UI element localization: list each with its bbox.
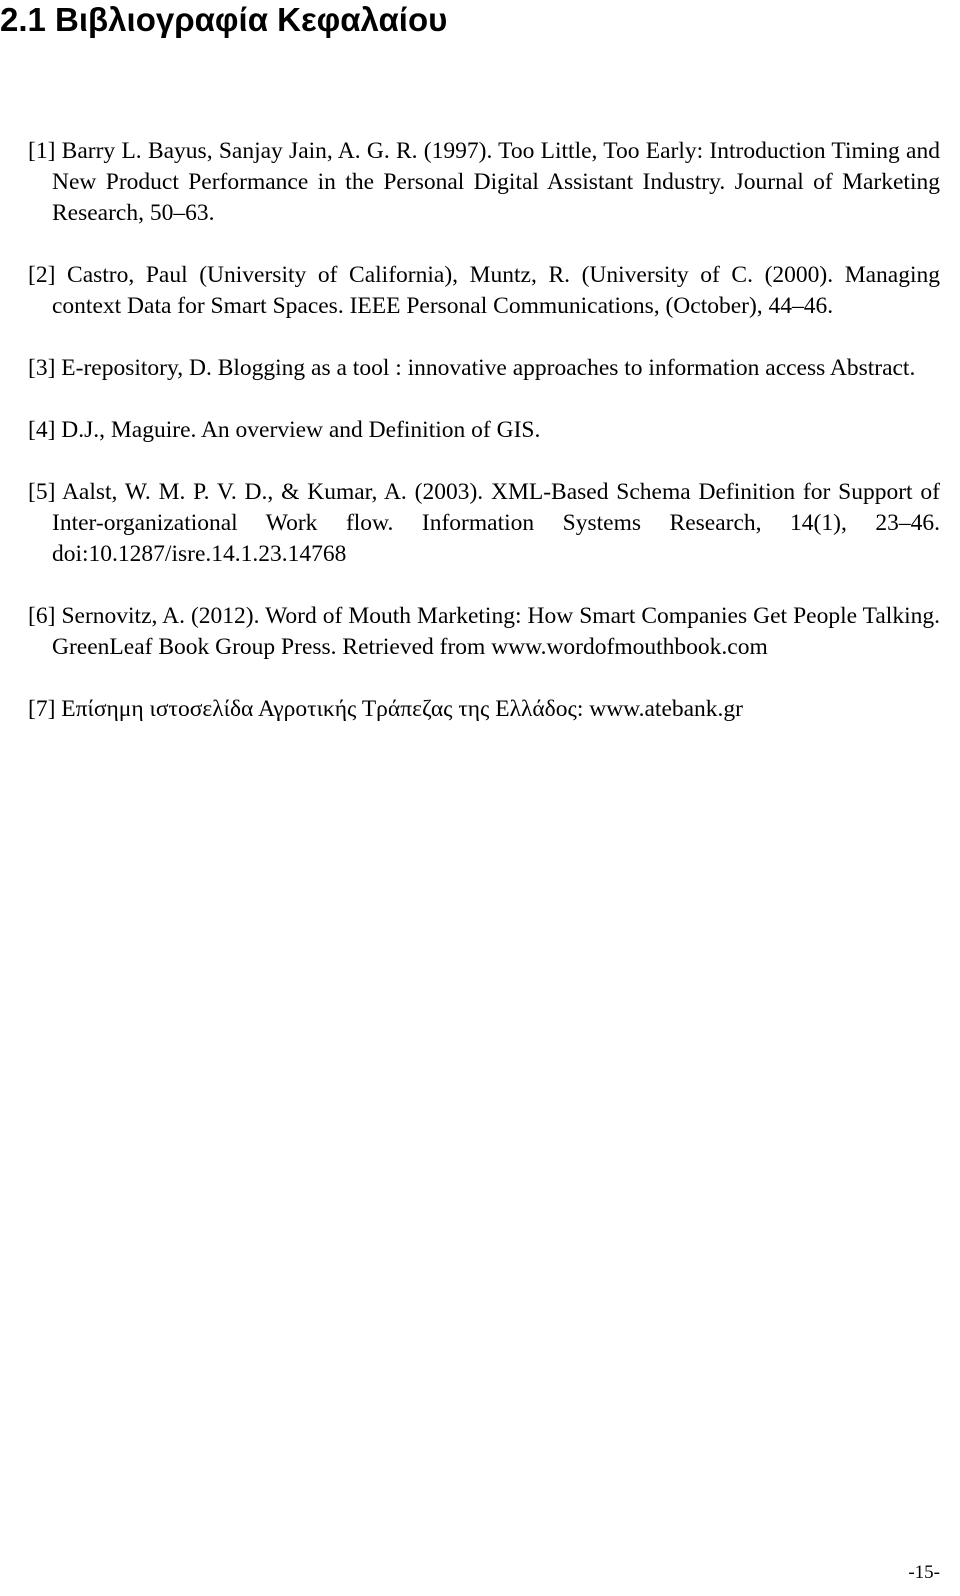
reference-item bbox=[28, 353, 940, 384]
reference-label: [2] bbox=[28, 262, 56, 288]
reference-item bbox=[28, 415, 940, 446]
reference-item bbox=[28, 694, 940, 725]
reference-item bbox=[28, 601, 940, 663]
reference-text: Castro, Paul (University of California), Muntz, R. (University of C. (2000). Managing context Data for Smart Spaces. IEEE Personal Communications, (October), 44–46. bbox=[52, 262, 940, 319]
reference-label: [6] bbox=[28, 603, 56, 629]
reference-item bbox=[28, 260, 940, 322]
reference-label: [7] bbox=[28, 696, 56, 722]
reference-label: [4] bbox=[28, 417, 56, 443]
reference-label: [3] bbox=[28, 355, 56, 381]
reference-text: E-repository, D. Blogging as a tool : innovative approaches to information access Abstract. bbox=[61, 355, 916, 381]
reference-label: [5] bbox=[28, 479, 56, 505]
reference-text: Aalst, W. M. P. V. D., & Kumar, A. (2003). XML-Based Schema Definition for Support of Inter-organizational Work flow. Information Systems Research, 14(1), 23–46. doi:10.1287/isre.14.1.23.14768 bbox=[52, 479, 940, 567]
page-number: -15- bbox=[908, 1562, 940, 1583]
section-heading: 2.1 Βιβλιογραφία Κεφαλαίου bbox=[0, 1, 448, 38]
reference-text: Επίσημη ιστοσελίδα Αγροτικής Τράπεζας της Ελλάδος: www.atebank.gr bbox=[61, 696, 743, 722]
reference-label: [1] bbox=[28, 138, 56, 164]
reference-list bbox=[28, 136, 940, 725]
reference-text: Sernovitz, A. (2012). Word of Mouth Marketing: How Smart Companies Get People Talking. GreenLeaf Book Group Press. Retrieved from www.wordofmouthbook.com bbox=[52, 603, 940, 660]
reference-text: D.J., Maguire. An overview and Definition of GIS. bbox=[61, 417, 541, 443]
reference-item bbox=[28, 477, 940, 570]
reference-item bbox=[28, 136, 940, 229]
reference-text: Barry L. Bayus, Sanjay Jain, A. G. R. (1997). Too Little, Too Early: Introduction Timing and New Product Performance in the Personal Digital Assistant Industry. Journal of Marketing Research, 50–63. bbox=[52, 138, 940, 226]
